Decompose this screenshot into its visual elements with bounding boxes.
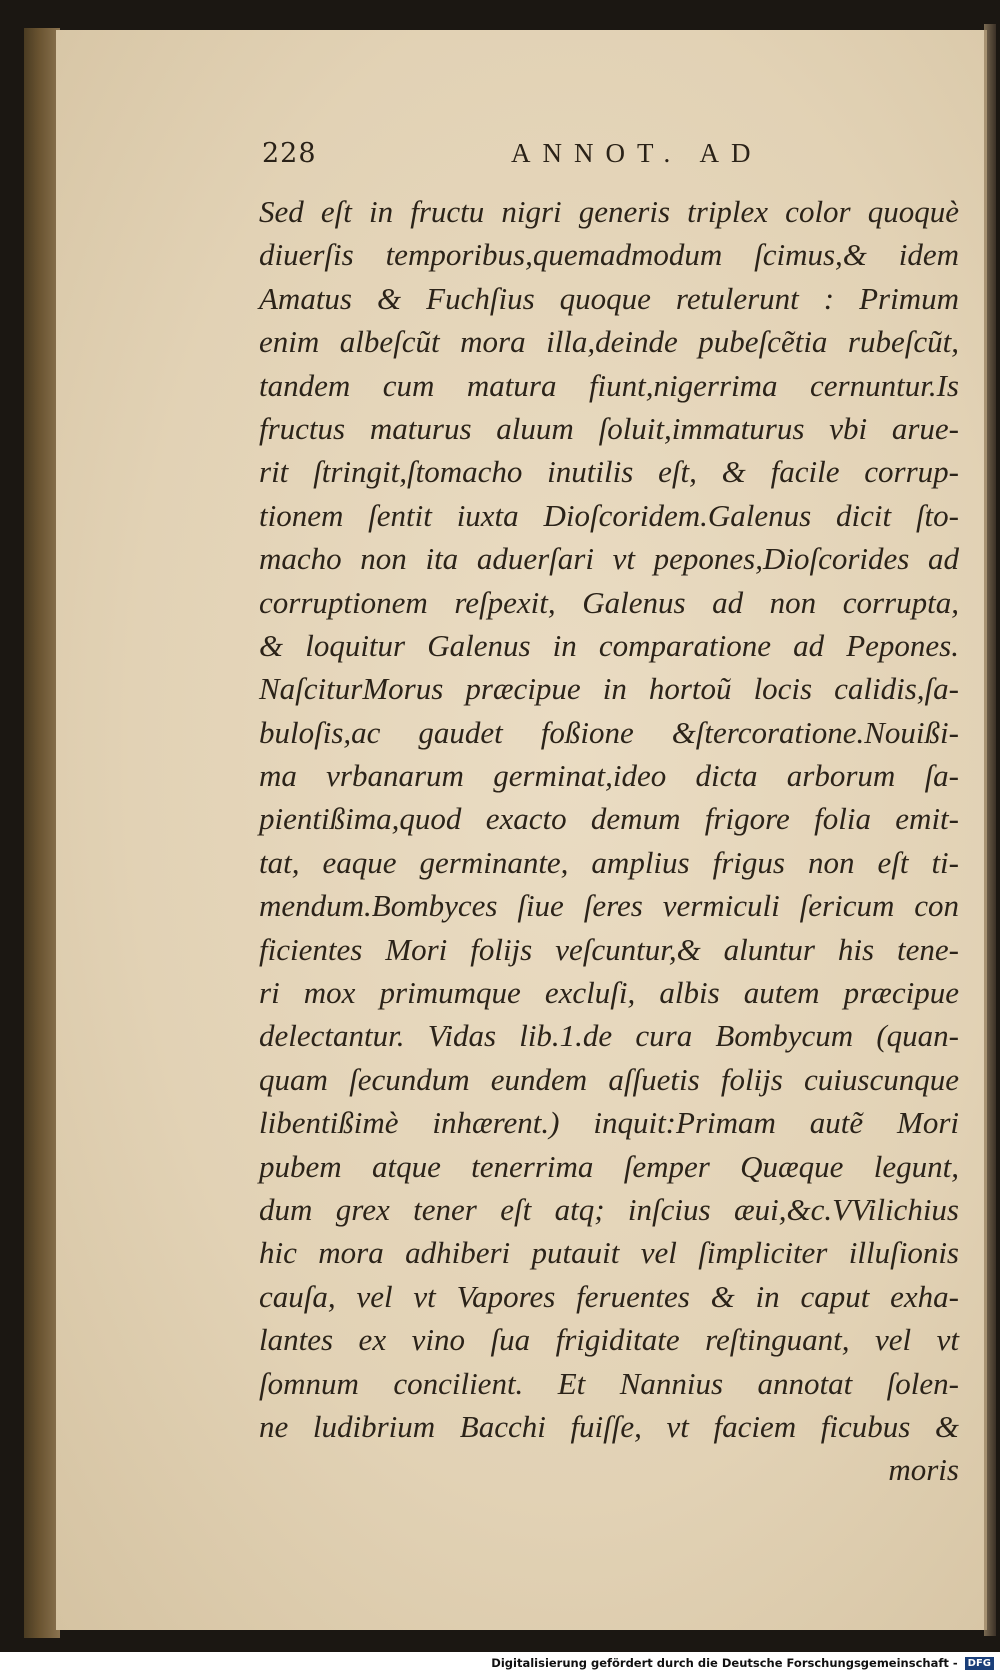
text-line: mendum.Bombyces ſiue ſeres vermiculi ſericum con <box>259 888 959 924</box>
text-line: pubem atque tenerrima ſemper Quæque legunt, <box>259 1148 959 1184</box>
text-line: cauſa, vel vt Vapores feruentes & in caput exha- <box>259 1278 959 1314</box>
body-text <box>259 190 959 1492</box>
text-line: libentißimè inhærent.) inquit:Primam autẽ Mori <box>259 1105 959 1141</box>
text-line: ri mox primumque excluſi, albis autem præcipue <box>259 975 959 1011</box>
text-line: fructus maturus aluum ſoluit,immaturus vbi arue- <box>259 410 959 446</box>
book-page <box>56 30 987 1630</box>
text-line: rit ſtringit,ſtomacho inutilis eſt, & facile corrup- <box>259 454 959 490</box>
text-line: Amatus & Fuchſius quoque retulerunt : Primum <box>259 280 959 316</box>
text-line: & loquitur Galenus in comparatione ad Pepones. <box>259 627 959 663</box>
text-line: hic mora adhiberi putauit vel ſimpliciter illuſionis <box>259 1235 959 1271</box>
running-head <box>56 138 984 174</box>
text-line: quam ſecundum eundem aſſuetis folijs cuiuscunque <box>259 1061 959 1097</box>
text-line: ficientes Mori folijs veſcuntur,& aluntur his tene- <box>259 931 959 967</box>
page-spine-shadow <box>24 28 60 1638</box>
text-line: pientißima,quod exacto demum frigore folia emit- <box>259 801 959 837</box>
text-line: delectantur. Vidas lib.1.de cura Bombycum (quan- <box>259 1018 959 1054</box>
text-line: corruptionem reſpexit, Galenus ad non corrupta, <box>259 584 959 620</box>
text-line: macho non ita aduerſari vt pepones,Dioſcorides ad <box>259 541 959 577</box>
text-line: tionem ſentit iuxta Dioſcoridem.Galenus dicit ſto- <box>259 497 959 533</box>
text-line: ſomnum concilient. Et Nannius annotat ſolen- <box>259 1365 959 1401</box>
text-line: tandem cum matura fiunt,nigerrima cernuntur.Is <box>259 367 959 403</box>
text-line: enim albeſcũt mora illa,deinde pubeſcẽtia rubeſcũt, <box>259 324 959 360</box>
text-line: diuerſis temporibus,quemadmodum ſcimus,& idem <box>259 237 959 273</box>
dfg-logo: DFG <box>965 1657 994 1670</box>
text-line: tat, eaque germinante, amplius frigus non eſt ti- <box>259 844 959 880</box>
text-line: ne ludibrium Bacchi fuiſſe, vt faciem ficubus & <box>259 1408 959 1444</box>
digitization-credit <box>491 1656 994 1670</box>
text-line: lantes ex vino ſua frigiditate reſtinguant, vel vt <box>259 1322 959 1358</box>
credit-text: Digitalisierung gefördert durch die Deutsche Forschungsgemeinschaft - <box>491 1656 958 1670</box>
catchword: moris <box>888 1452 959 1488</box>
text-line: ma vrbanarum germinat,ideo dicta arborum ſa- <box>259 758 959 794</box>
running-head-title: ANNOT. AD <box>511 138 763 168</box>
text-line: dum grex tener eſt atq; inſcius æui,&c.VVilichius <box>259 1191 959 1227</box>
text-line: Sed eſt in fructu nigri generis triplex color quoquè <box>259 194 959 229</box>
text-line: NaſciturMorus præcipue in hortoũ locis calidis,ſa- <box>259 671 959 707</box>
page-number: 228 <box>262 138 317 169</box>
text-line: buloſis,ac gaudet foßione &ſtercoratione.Nouißi- <box>259 714 959 750</box>
